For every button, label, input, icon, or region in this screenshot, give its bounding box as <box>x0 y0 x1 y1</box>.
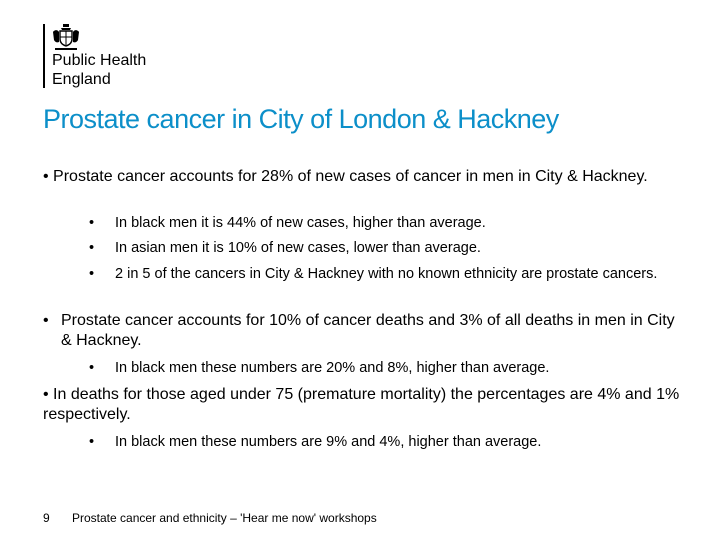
logo-wordmark <box>52 51 146 89</box>
bullet-3: • In deaths for those aged under 75 (premature mortality) the percentages are 4% and 1% respectively. <box>43 386 680 423</box>
sub-bullet-text: 2 in 5 of the cancers in City & Hackney with no known ethnicity are prostate cancers. <box>115 266 658 282</box>
royal-crest-icon <box>51 24 81 52</box>
bullet-dot: • <box>89 434 95 450</box>
page-number: 9 <box>43 511 50 525</box>
bullet-1: • Prostate cancer accounts for 28% of new cases of cancer in men in City & Hackney. <box>43 168 648 185</box>
bullet-2 <box>43 311 683 353</box>
sub-bullet-text: In asian men it is 10% of new cases, lower than average. <box>115 240 481 256</box>
sub-bullet-text: In black men these numbers are 20% and 8%, higher than average. <box>115 360 550 376</box>
sub-bullet-1-3 <box>89 265 689 305</box>
bullet-dot: • <box>89 215 95 231</box>
logo-line-2: England <box>52 71 111 88</box>
bullet-dot: • <box>43 312 49 329</box>
logo-divider <box>43 24 45 88</box>
bullet-dot: • <box>89 240 95 256</box>
sub-bullet-text: In black men it is 44% of new cases, higher than average. <box>115 215 486 231</box>
bullet-dot: • <box>89 266 95 282</box>
bullet-dot: • <box>89 360 95 376</box>
logo-line-1: Public Health <box>52 52 147 69</box>
footer-text: Prostate cancer and ethnicity – 'Hear me now' workshops <box>72 511 377 525</box>
sub-bullet-text: In black men these numbers are 9% and 4%, higher than average. <box>115 434 542 450</box>
bullet-2-text: Prostate cancer accounts for 10% of cancer deaths and 3% of all deaths in men in City & Hackney. <box>61 312 675 349</box>
page-title: Prostate cancer in City of London & Hackney <box>43 104 559 134</box>
